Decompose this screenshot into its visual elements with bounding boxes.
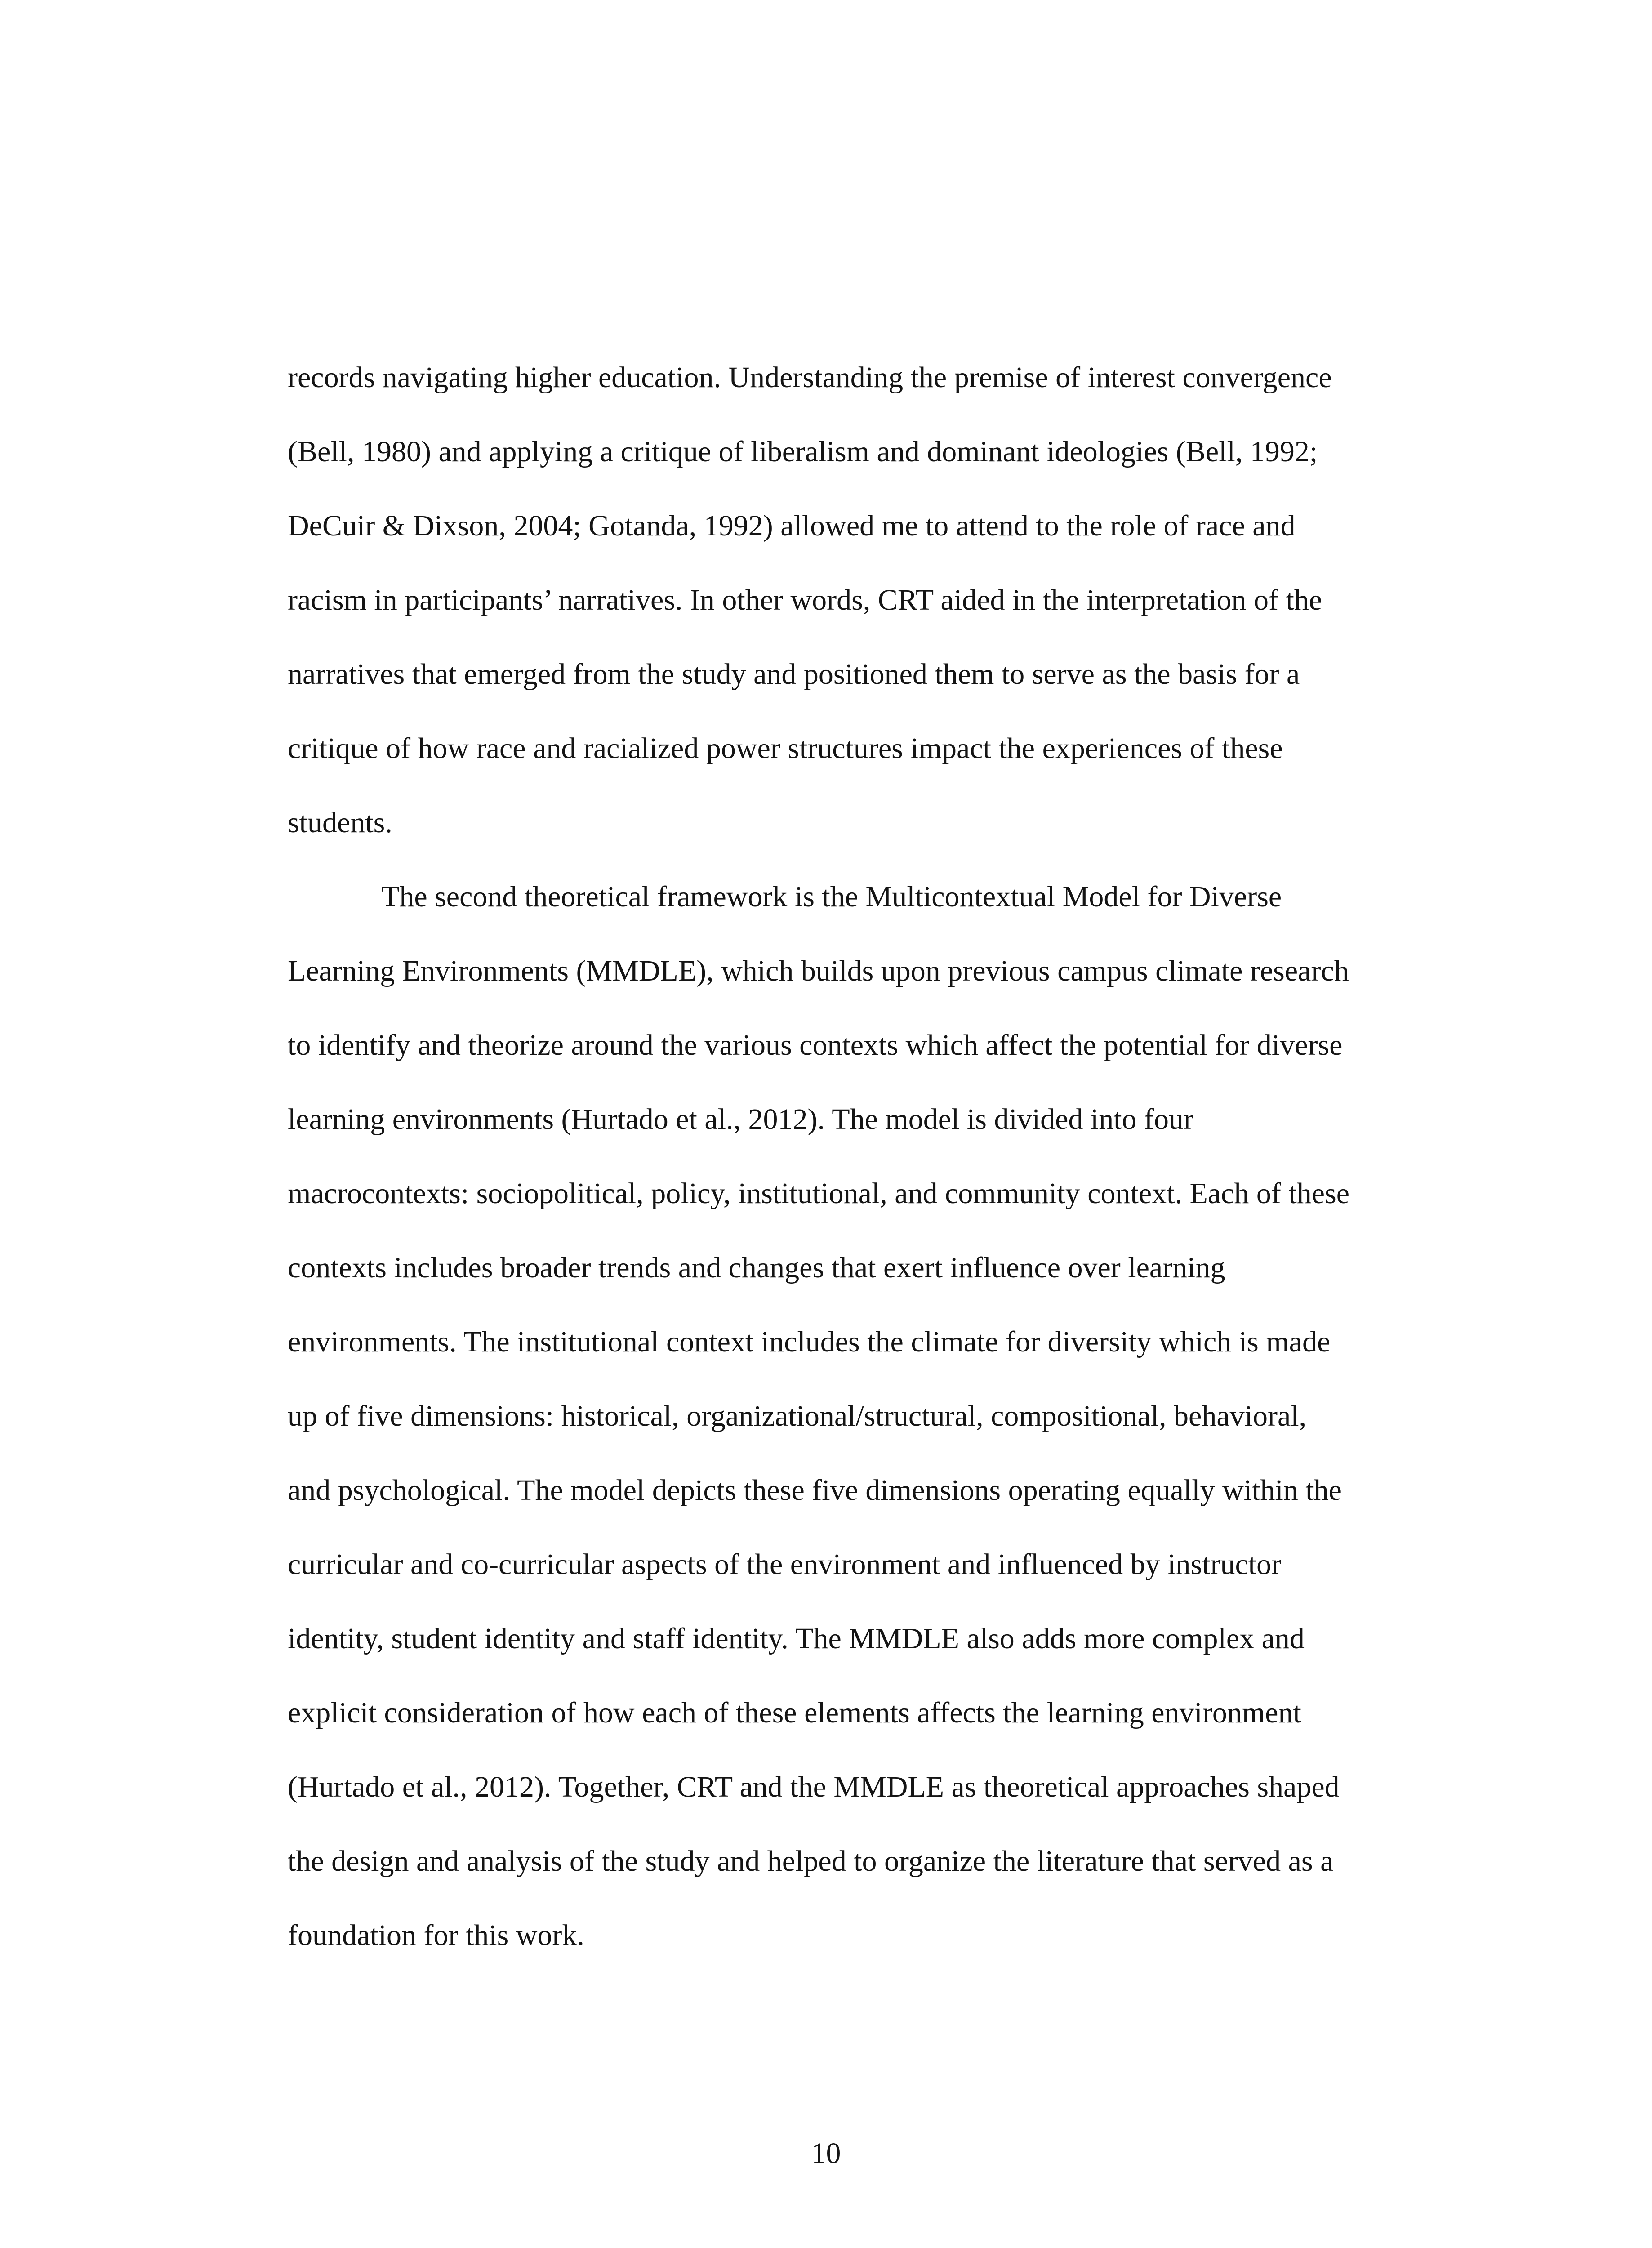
text-line: students. <box>288 806 392 839</box>
text-line: records navigating higher education. Understanding the premise of interest convergence <box>288 361 1332 394</box>
text-line: macrocontexts: sociopolitical, policy, institutional, and community context. Each of these <box>288 1177 1349 1210</box>
page-number: 10 <box>811 2137 841 2170</box>
text-line: (Bell, 1980) and applying a critique of liberalism and dominant ideologies (Bell, 1992; <box>288 435 1318 468</box>
text-line: curricular and co-curricular aspects of the environment and influenced by instructor <box>288 1548 1282 1581</box>
text-line: (Hurtado et al., 2012). Together, CRT and the MMDLE as theoretical approaches shaped <box>288 1771 1340 1803</box>
text-line: explicit consideration of how each of these elements affects the learning environment <box>288 1696 1301 1729</box>
text-line: to identify and theorize around the various contexts which affect the potential for diverse <box>288 1029 1343 1062</box>
text-line: the design and analysis of the study and helped to organize the literature that served as a <box>288 1845 1334 1878</box>
text-line: critique of how race and racialized power structures impact the experiences of these <box>288 732 1283 765</box>
text-line: up of five dimensions: historical, organizational/structural, compositional, behavioral, <box>288 1400 1307 1432</box>
text-line: foundation for this work. <box>288 1919 584 1952</box>
body-text <box>288 355 1438 1987</box>
text-line: racism in participants’ narratives. In other words, CRT aided in the interpretation of the <box>288 584 1322 616</box>
text-line: identity, student identity and staff identity. The MMDLE also adds more complex and <box>288 1622 1305 1655</box>
text-line: and psychological. The model depicts these five dimensions operating equally within the <box>288 1474 1342 1507</box>
text-line: learning environments (Hurtado et al., 2012). The model is divided into four <box>288 1103 1193 1136</box>
text-line: Learning Environments (MMDLE), which builds upon previous campus climate research <box>288 955 1349 987</box>
text-line: environments. The institutional context includes the climate for diversity which is made <box>288 1325 1331 1358</box>
text-line: narratives that emerged from the study and positioned them to serve as the basis for a <box>288 658 1300 691</box>
paragraph-first-line: The second theoretical framework is the Multicontextual Model for Diverse <box>381 880 1282 913</box>
text-line: DeCuir & Dixson, 2004; Gotanda, 1992) allowed me to attend to the role of race and <box>288 509 1296 542</box>
text-line: contexts includes broader trends and changes that exert influence over learning <box>288 1251 1225 1284</box>
